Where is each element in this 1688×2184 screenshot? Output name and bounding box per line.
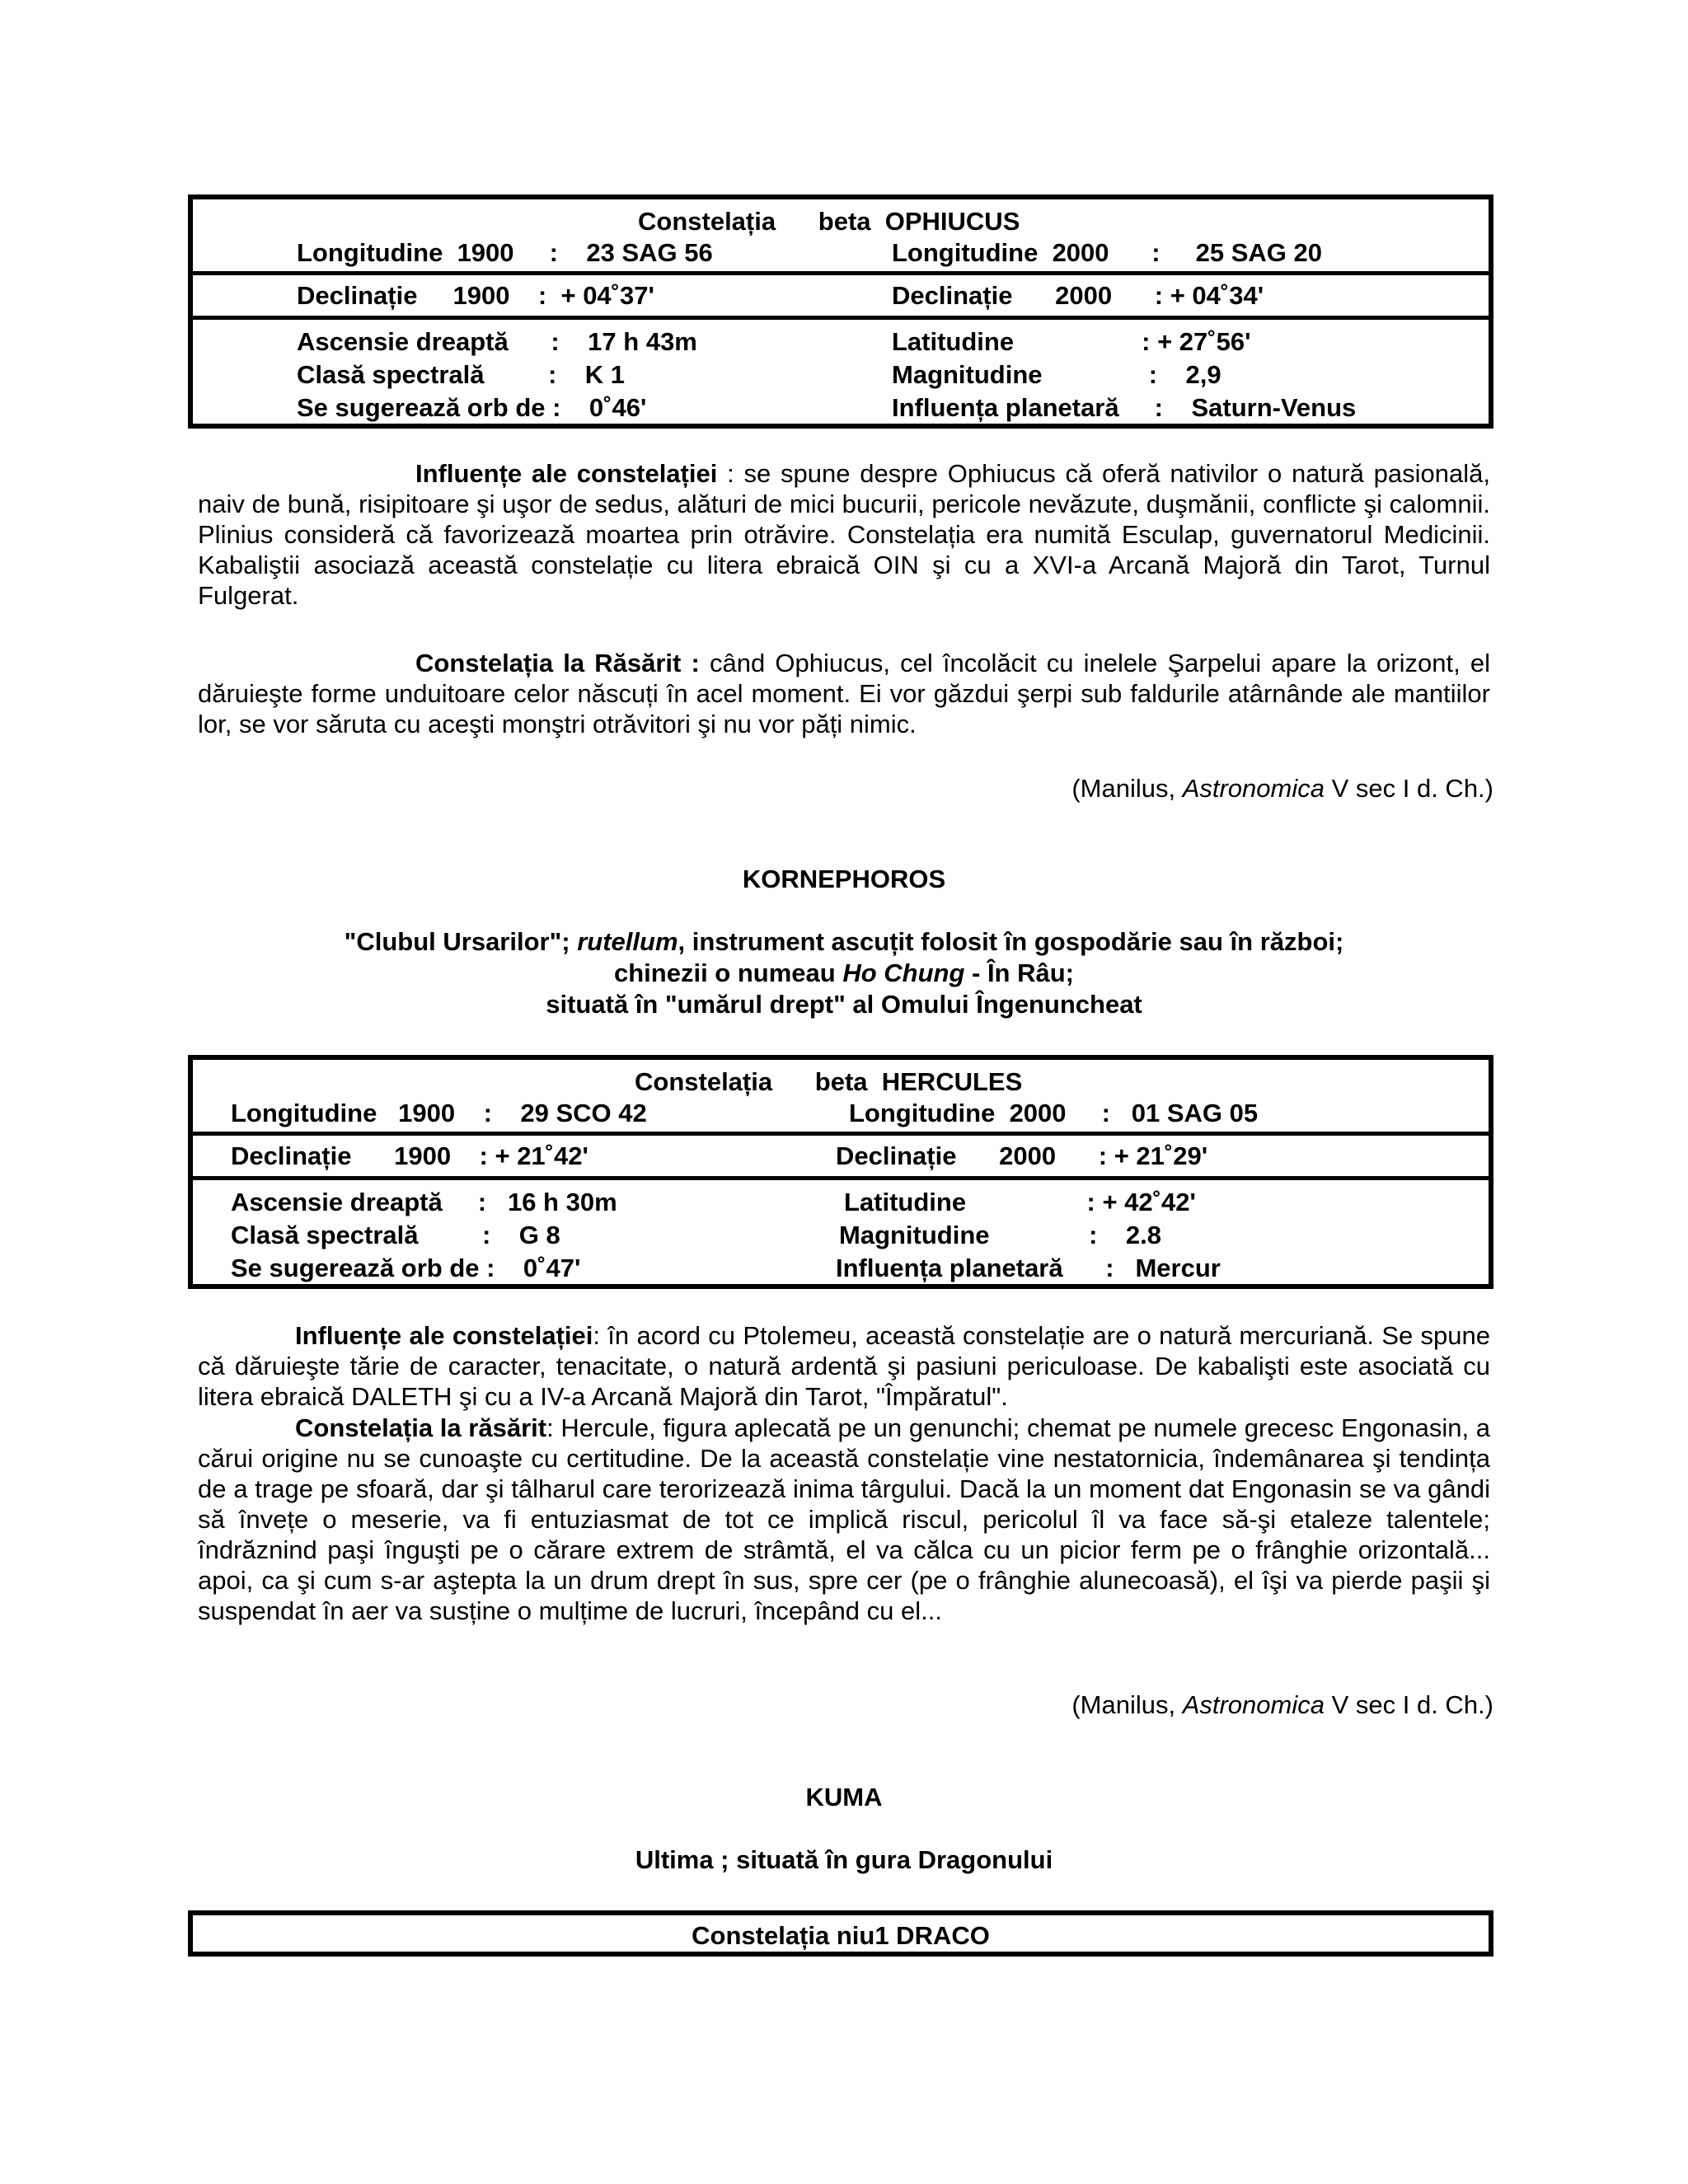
citation-date: V sec I d. Ch.): [1324, 1690, 1493, 1719]
declination-1900: Declinație 1900 : + 04˚37': [297, 281, 654, 310]
longitude-1900: Longitudine 1900 : 23 SAG 56: [297, 238, 713, 267]
magnitude: Magnitudine : 2,9: [892, 360, 1221, 389]
magnitude: Magnitudine : 2.8: [839, 1221, 1161, 1249]
table-section-declination: [193, 1136, 1489, 1180]
paragraph-text: când Ophiucus, cel încolăcit cu inelele Şarpelui apare la orizont, el dăruieşte forme unduitoare celor născuți în acel moment. Ei vor găzdui şerpi sub faldurile atârnânde ale mantiilor lor, se vor săruta cu aceşti monştri otrăvitori şi nu vor păți nimic.: [198, 649, 1490, 738]
planetary-influence: Influența planetară : Mercur: [836, 1254, 1221, 1282]
description-text: chinezii o numeau: [613, 958, 843, 987]
citation-date: V sec I d. Ch.): [1324, 774, 1493, 803]
star-name-heading: KUMA: [805, 1783, 883, 1811]
orb: Se sugerează orb de : 0˚46': [297, 393, 647, 422]
table-title: Constelația beta OPHIUCUS: [638, 207, 1020, 236]
citation: [1071, 1690, 1493, 1720]
declination-1900: Declinație 1900 : + 21˚42': [231, 1141, 588, 1170]
orb: Se sugerează orb de : 0˚47': [231, 1254, 581, 1282]
citation-author: (Manilus,: [1071, 774, 1183, 803]
influences-paragraph: [198, 458, 1490, 611]
longitude-2000: Longitudine 2000 : 01 SAG 05: [849, 1099, 1259, 1127]
description-text: "Clubul Ursarilor";: [344, 927, 578, 956]
paragraph-lead: Influențe ale constelației: [415, 459, 718, 488]
spectral-class: Clasă spectrală : G 8: [231, 1221, 560, 1249]
star-description-line: situată în "umărul drept" al Omului Îngenuncheat: [546, 990, 1142, 1019]
star-description-line: Ultima ; situată în gura Dragonului: [635, 1845, 1053, 1874]
table-section-longitude: [193, 1060, 1489, 1136]
latitude: Latitudine : + 27˚56': [892, 327, 1251, 356]
star-name-heading: KORNEPHOROS: [742, 865, 946, 893]
table-section-details: [193, 320, 1489, 424]
latitude: Latitudine : + 42˚42': [844, 1188, 1196, 1216]
table-title: Constelația niu1 DRACO: [692, 1921, 990, 1950]
draco-data-table: [188, 1910, 1493, 1957]
hercules-data-table: [188, 1055, 1493, 1289]
description-text: - În Râu;: [964, 958, 1074, 987]
table-section-details: [193, 1180, 1489, 1284]
citation-work: Astronomica: [1182, 774, 1325, 803]
right-ascension: Ascensie dreaptă : 16 h 30m: [231, 1188, 617, 1216]
description-italic: Ho Chung: [842, 958, 965, 987]
table-title: Constelația beta HERCULES: [635, 1067, 1023, 1096]
paragraph-text: : Hercule, figura aplecată pe un genunchi; chemat pe numele grecesc Engonasin, a cărui origine nu se cunoaşte cu certitudine. De la această constelație vine nestatornicia, îndemânarea şi tendința de a trage pe sfoară, dar şi tâlharul care terorizează inima târgului. Dacă la un moment dat Engonasin se va gândi să învețe o meserie, va fi entuziasmat de tot ce implică riscul, pericolul îl va face să-şi etaleze talentele; îndrăznind paşi înguşti pe o cărare extrem de strâmtă, el va călca cu un picior ferm pe o frânghie orizontală... apoi, ca şi cum s-ar aştepta la un drum drept în sus, spre cer (pe o frânghie alunecoasă), el îşi va pierde paşii şi suspendat în aer va susține o mulțime de lucruri, începând cu el...: [198, 1413, 1490, 1625]
declination-2000: Declinație 2000 : + 21˚29': [836, 1141, 1208, 1170]
paragraph-lead: Constelația la Răsărit :: [415, 649, 700, 677]
description-text: , instrument ascuțit folosit în gospodărie sau în război;: [678, 927, 1344, 956]
paragraph-text: : în acord cu Ptolemeu, această constelație are o natură mercuriană. Se spune că dăruieşte tărie de caracter, tenacitate, o natură ardentă şi pasiuni periculoase. De kabalişti este asociată cu litera ebraică DALETH şi cu a IV-a Arcană Majoră din Tarot, "Împăratul".: [198, 1321, 1490, 1411]
rising-paragraph: [198, 648, 1490, 739]
table-section-declination: [193, 275, 1489, 320]
planetary-influence: Influența planetară : Saturn-Venus: [892, 393, 1357, 422]
paragraph-text: : se spune despre Ophiucus că oferă nativilor o natură pasională, naiv de bună, risipitoare şi uşor de sedus, alături de mici bucurii, pericole nevăzute, duşmănii, conflicte şi calomnii. Plinius consideră că favorizează moartea prin otrăvire. Constelația era numită Esculap, guvernatorul Medicinii. Kabaliştii asociază această constelație cu litera ebraică OIN şi cu a XVI-a Arcană Majoră din Tarot, Turnul Fulgerat.: [198, 459, 1490, 610]
description-italic: rutellum: [577, 927, 678, 956]
rising-paragraph: [198, 1413, 1490, 1626]
paragraph-lead: Influențe ale constelației: [295, 1321, 593, 1350]
spectral-class: Clasă spectrală : K 1: [297, 360, 626, 389]
table-section-longitude: [193, 199, 1489, 275]
longitude-1900: Longitudine 1900 : 29 SCO 42: [231, 1099, 647, 1127]
citation-author: (Manilus,: [1071, 1690, 1183, 1719]
longitude-2000: Longitudine 2000 : 25 SAG 20: [892, 238, 1322, 267]
star-description-line: [0, 926, 1688, 958]
declination-2000: Declinație 2000 : + 04˚34': [892, 281, 1264, 310]
star-description-line: [0, 958, 1688, 989]
citation-work: Astronomica: [1182, 1690, 1325, 1719]
ophiucus-data-table: [188, 194, 1493, 429]
citation: [1071, 773, 1493, 804]
influences-paragraph: [198, 1320, 1490, 1412]
right-ascension: Ascensie dreaptă : 17 h 43m: [297, 327, 697, 356]
paragraph-lead: Constelația la răsărit: [295, 1413, 547, 1442]
